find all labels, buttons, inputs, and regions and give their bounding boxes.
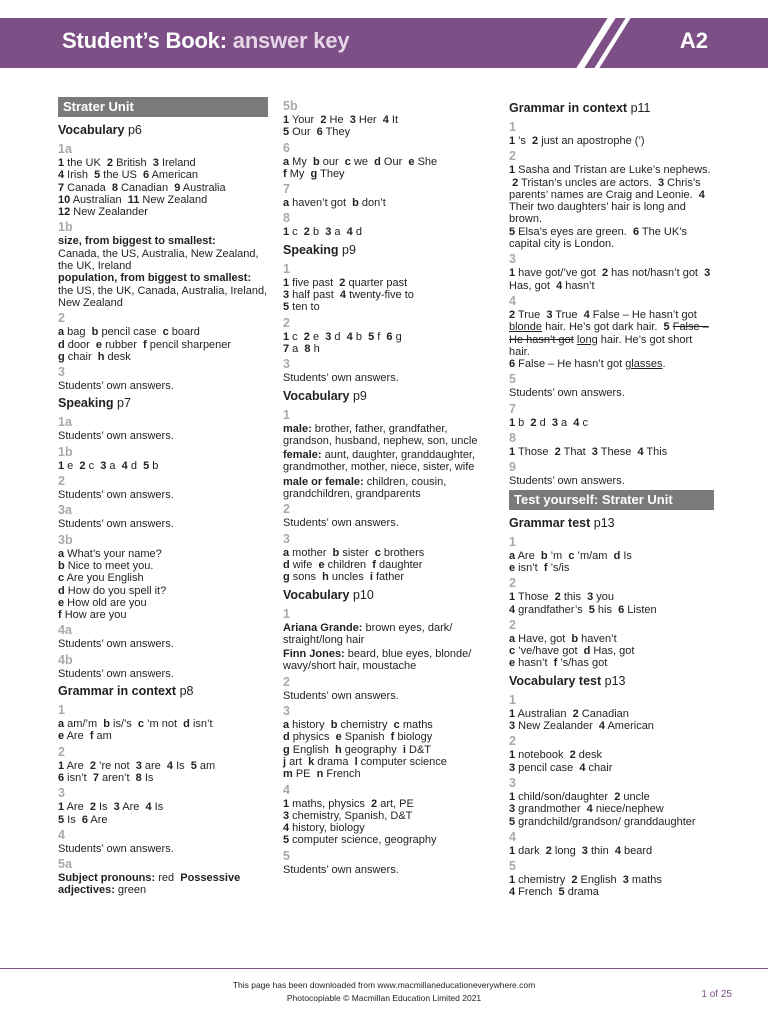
answer-text: 1 the UK 2 British 3 Ireland 4 Irish 5 the US 6 American 7 Canada 8 Canadian 9 Australia 10 Australian 11 New Zealand 12 New Zealander <box>58 157 226 219</box>
exercise-number: 3b <box>58 532 73 547</box>
exercise-number: 5 <box>509 372 516 387</box>
exercise-number: 1 <box>283 407 290 422</box>
exercise-number: 1 <box>58 703 65 718</box>
exercise-number: 5b <box>283 99 298 113</box>
exercise-number: 1a <box>58 142 72 156</box>
answer-text: 2 True 3 True 4 False – He hasn’t got blonde hair. He’s got dark hair. 5 False – He hasn’t got long hair. He’s got short hair. 6 False – He hasn’t got glasses. <box>509 308 709 371</box>
answer-text: 1 c 2 e 3 d 4 b 5 f 6 g 7 a 8 h <box>283 330 402 355</box>
answer-text: Students’ own answers. <box>283 372 399 385</box>
exercise-number: 2 <box>283 502 290 517</box>
exercise-number: 1 <box>509 534 516 549</box>
footer-download-note: This page has been downloaded from www.macmillaneducationeverywhere.com <box>232 980 536 990</box>
section-name: Grammar in context <box>58 684 180 699</box>
answer-text: Students’ own answers. <box>58 638 174 651</box>
answer-text: female: aunt, daughter, granddaughter, grandmother, mother, niece, sister, wife <box>283 449 476 474</box>
section-title <box>58 396 268 411</box>
exercise-number: 1b <box>58 220 73 235</box>
section-title <box>509 674 714 689</box>
section-name: Grammar in context <box>509 101 631 115</box>
header-banner <box>0 18 768 68</box>
exercise-number: 7 <box>509 401 516 416</box>
footer-copyright: Photocopiable © Macmillan Education Limited 2021 <box>286 993 482 1003</box>
answer-text: 1 child/son/daughter 2 uncle 3 grandmother 4 niece/nephew 5 grandchild/grandson/ granddaughter <box>509 790 696 828</box>
section-name: Vocabulary test <box>509 673 605 688</box>
footer-divider <box>0 968 768 969</box>
section-page: p13 <box>604 673 626 688</box>
exercise-number: 2 <box>509 617 516 632</box>
exercise-number: 3 <box>58 365 65 380</box>
section-page: p6 <box>127 123 142 137</box>
exercise-number: 4a <box>58 623 72 638</box>
exercise-number: 1b <box>58 444 73 459</box>
section-title <box>58 123 268 138</box>
answer-text: a What’s your name? b Nice to meet you. c Are you English d How do you spell it? e How old are you f How are you <box>58 547 167 622</box>
answer-text: 1 Australian 2 Canadian 3 New Zealander 4 American <box>509 707 654 733</box>
answer-text: 1 ’s 2 just an apostrophe (’) <box>509 135 645 147</box>
section-title <box>283 243 488 258</box>
exercise-number: 1 <box>509 120 516 134</box>
section-page: p9 <box>352 388 367 403</box>
exercise-number: 4 <box>509 829 516 844</box>
answer-text: 1 e 2 c 3 a 4 d 5 b <box>58 459 159 472</box>
section-page: p10 <box>352 587 374 602</box>
exercise-number: 8 <box>509 431 516 446</box>
answer-text: 1 Are 2 Is 3 Are 4 Is 5 Is 6 Are <box>58 801 164 826</box>
exercise-number: 1 <box>283 606 290 621</box>
section-name: Vocabulary <box>283 388 353 403</box>
exercise-number: 5 <box>509 859 516 874</box>
exercise-number: 2 <box>509 149 516 164</box>
exercise-number: 1 <box>283 261 290 276</box>
answer-text: 1 dark 2 long 3 thin 4 beard <box>509 844 653 857</box>
answer-text: Students’ own answers. <box>58 380 174 393</box>
exercise-number: 2 <box>283 674 290 689</box>
title-bold: Student’s Book: <box>62 28 227 53</box>
exercise-number: 9 <box>509 460 516 475</box>
exercise-number: 3 <box>58 786 65 801</box>
section-page: p9 <box>342 242 356 257</box>
exercise-number: 7 <box>283 182 290 197</box>
exercise-number: 5 <box>283 848 290 863</box>
answer-text: 1 Sasha and Tristan are Luke’s nephews. 2 Tristan’s uncles are actors. 3 Chris’s parents’ names are Craig and Leonie. 4 Their two daughters’ hair is long and brown. 5 Elsa’s eyes are green. 6 The UK’s capital city is London. <box>509 164 711 251</box>
exercise-number: 1a <box>58 415 72 430</box>
page-number: 1 of 25 <box>701 989 732 1000</box>
exercise-number: 2 <box>58 474 65 489</box>
answer-text: 1 Those 2 That 3 These 4 This <box>509 446 668 459</box>
footer <box>0 979 768 1005</box>
column-2 <box>283 97 488 878</box>
section-page: p7 <box>117 396 131 411</box>
section-name: Vocabulary <box>283 587 353 602</box>
exercise-number: 2 <box>509 734 516 749</box>
exercise-number: 4 <box>58 827 65 842</box>
answer-text: Students’ own answers. <box>283 689 399 702</box>
answer-text: Students’ own answers. <box>283 863 399 876</box>
section-title <box>509 516 714 531</box>
section-name: Speaking <box>283 242 343 257</box>
section-page: p13 <box>593 515 615 530</box>
exercise-number: 3a <box>58 503 72 518</box>
section-page: p8 <box>179 684 194 699</box>
exercise-number: 8 <box>283 211 290 226</box>
section-title <box>283 389 488 404</box>
answer-text: a haven’t got b don’t <box>283 197 386 210</box>
answer-text: Ariana Grande: brown eyes, dark/ straight/long hair <box>283 621 453 646</box>
answer-text: a Have, got b haven’t c ’ve/have got d Has, got e hasn’t f ’s/has got <box>509 632 635 670</box>
answer-text: male or female: children, cousin, grandchildren, grandparents <box>283 475 447 501</box>
answer-text: 1 Those 2 this 3 you 4 grandfather’s 5 his 6 Listen <box>509 591 657 616</box>
section-name: Vocabulary <box>58 123 128 137</box>
answer-text: 1 five past 2 quarter past 3 half past 4 twenty-five to 5 ten to <box>283 276 414 314</box>
section-page: p11 <box>630 101 651 115</box>
answer-text: 1 maths, physics 2 art, PE 3 chemistry, Spanish, D&T 4 history, biology 5 computer science, geography <box>283 797 437 847</box>
exercise-number: 4b <box>58 652 73 667</box>
section-name: Speaking <box>58 396 118 411</box>
exercise-number: 3 <box>283 357 290 372</box>
answer-text: a mother b sister c brothers d wife e children f daughter g sons h uncles i father <box>283 546 425 584</box>
answer-text: 1 notebook 2 desk 3 pencil case 4 chair <box>509 749 613 774</box>
answer-text: Students’ own answers. <box>58 667 174 680</box>
exercise-number: 2 <box>58 744 65 759</box>
section-name: Grammar test <box>509 515 594 530</box>
unit-heading: Test yourself: Strater Unit <box>509 490 714 510</box>
exercise-number: 2 <box>283 315 290 330</box>
answer-text: Subject pronouns: red Possessive adjectives: green <box>58 872 241 897</box>
answer-text: 1 b 2 d 3 a 4 c <box>509 416 588 429</box>
answer-text: Students’ own answers. <box>283 517 399 530</box>
unit-heading: Strater Unit <box>58 97 268 117</box>
exercise-number: 1 <box>509 692 516 707</box>
exercise-number: 3 <box>283 704 290 719</box>
level-badge: A2 <box>679 28 708 53</box>
answer-text: 1 Your 2 He 3 Her 4 It 5 Our 6 They <box>283 114 399 139</box>
exercise-number: 4 <box>283 782 290 797</box>
answer-text: Students’ own answers. <box>58 489 174 502</box>
page-title <box>62 28 349 54</box>
section-title <box>283 588 488 603</box>
answer-text: a history b chemistry c maths d physics e Spanish f biology g English h geography i D&T j art k drama l computer science m PE n French <box>283 719 447 781</box>
exercise-number: 6 <box>283 140 290 155</box>
exercise-number: 3 <box>283 531 290 546</box>
answer-text: a Are b ’m c ’m/am d Is e isn’t f ’s/is <box>509 549 632 574</box>
answer-text: Students’ own answers. <box>58 842 174 855</box>
section-title <box>58 684 268 699</box>
answer-text: a My b our c we d Our e She f My g They <box>283 155 438 180</box>
exercise-number: 5a <box>58 857 72 872</box>
title-light: answer key <box>232 28 350 53</box>
answer-text: a bag b pencil case c board d door e rubber f pencil sharpener g chair h desk <box>58 326 232 363</box>
answer-text: 1 chemistry 2 English 3 maths 4 French 5 drama <box>509 874 662 899</box>
column-3 <box>509 97 714 901</box>
section-title <box>509 101 714 116</box>
answer-text: 1 have got/’ve got 2 has not/hasn’t got 3 Has, got 4 hasn’t <box>509 267 711 292</box>
answer-text: Students’ own answers. <box>58 518 174 531</box>
answer-text: male: brother, father, grandfather, grandson, husband, nephew, son, uncle <box>283 422 478 447</box>
answer-text: Students’ own answers. <box>509 387 625 400</box>
answer-text: 1 Are 2 ’re not 3 are 4 Is 5 am 6 isn’t 7 aren’t 8 Is <box>58 759 216 784</box>
exercise-number: 3 <box>509 252 516 267</box>
column-1 <box>58 97 268 899</box>
answer-text: 1 c 2 b 3 a 4 d <box>283 226 362 239</box>
answer-text: size, from biggest to smallest: Canada, the US, Australia, New Zealand, the UK, Ireland population, from biggest to smallest: the US, the UK, Canada, Australia, Ireland, New Zealand <box>58 235 268 309</box>
exercise-number: 2 <box>509 576 516 591</box>
exercise-number: 3 <box>509 775 516 790</box>
answer-text: a am/’m b is/’s c ’m not d isn’t e Are f am <box>58 718 213 743</box>
answer-text: Students’ own answers. <box>58 430 174 443</box>
answer-text: Students’ own answers. <box>509 475 625 488</box>
exercise-number: 2 <box>58 311 65 326</box>
answer-text: Finn Jones: beard, blue eyes, blonde/ wavy/short hair, moustache <box>283 648 472 673</box>
exercise-number: 4 <box>509 293 516 308</box>
